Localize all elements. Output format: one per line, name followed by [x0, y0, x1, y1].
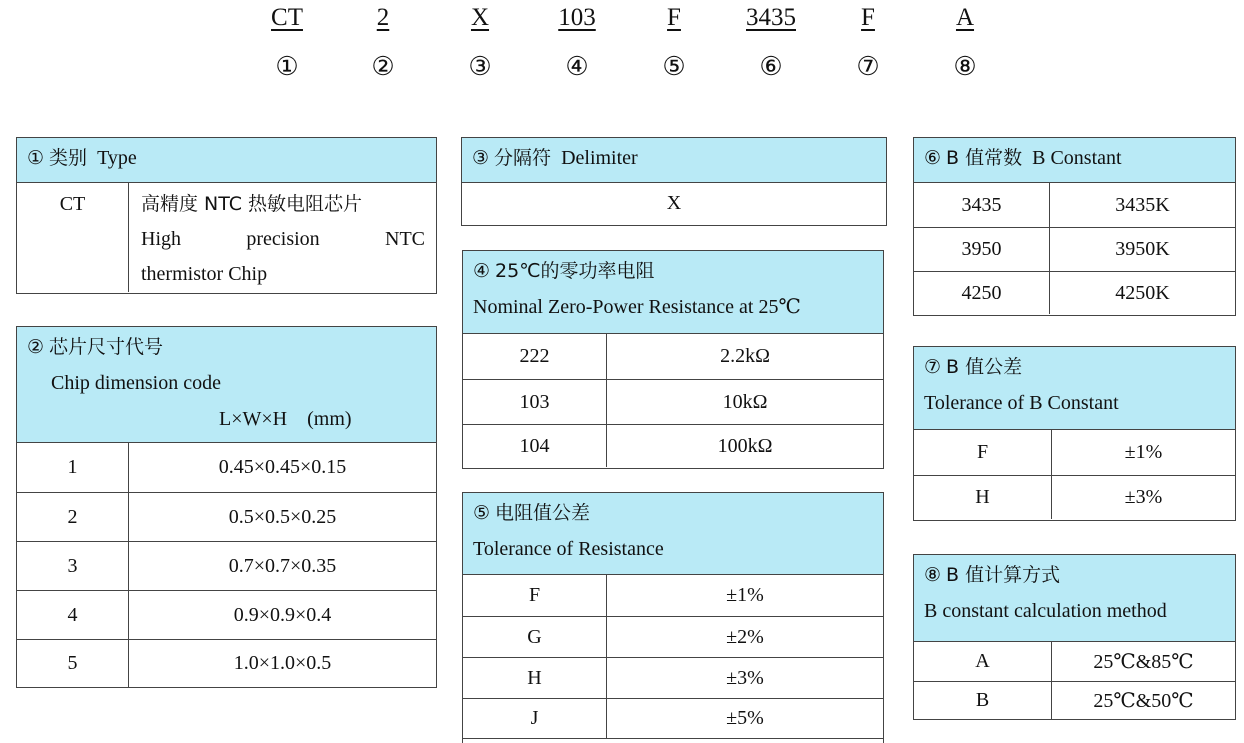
section-title-en: Delimiter: [561, 147, 638, 169]
type-code: CT: [17, 183, 129, 292]
section-index: ⑧: [924, 564, 942, 586]
row-code: 3950: [914, 228, 1050, 271]
table-header: [914, 138, 1235, 183]
row-value: 1.0×1.0×0.5: [233, 652, 332, 674]
table-header: [914, 555, 1235, 642]
b-method-table: [913, 554, 1236, 720]
segment-code: A: [955, 4, 975, 31]
section-title-cn: 分隔符: [494, 147, 552, 169]
table-row: [914, 271, 1235, 314]
row-value: ±3%: [726, 666, 764, 689]
table-header: [17, 138, 436, 183]
section-title-cn: B 值计算方式: [946, 564, 1061, 586]
segment-index: ⑥: [759, 52, 783, 82]
row-code: 1: [17, 443, 129, 492]
segment-index: ①: [275, 52, 299, 82]
row-code: F: [914, 430, 1052, 475]
segment-code: 2: [376, 4, 390, 31]
section-title-en: Type: [97, 147, 137, 169]
table-header: [914, 347, 1235, 430]
section-title-en: Tolerance of B Constant: [924, 392, 1119, 414]
description-cn: 高精度 NTC 热敏电阻芯片: [141, 193, 363, 215]
table-row: [914, 430, 1235, 475]
section-index: ②: [27, 336, 45, 358]
row-value: 3950K: [1115, 238, 1170, 260]
row-code: 103: [463, 380, 607, 424]
row-value: 2.2kΩ: [720, 345, 770, 367]
row-value: 0.7×0.7×0.35: [228, 554, 337, 577]
row-value: 10kΩ: [722, 390, 768, 413]
row-value: ±2%: [726, 625, 764, 648]
row-code: 5: [17, 640, 129, 687]
word: precision: [246, 228, 320, 250]
section-title-en: Tolerance of Resistance: [473, 538, 664, 560]
section-title-en: Nominal Zero-Power Resistance at 25℃: [473, 296, 801, 318]
word: NTC: [385, 228, 425, 250]
row-value: ±1%: [1124, 441, 1163, 463]
section-title-en: B constant calculation method: [924, 600, 1167, 622]
row-value: ±1%: [726, 584, 764, 606]
resistance-tolerance-table: [462, 492, 884, 743]
row-code: 3435: [914, 183, 1050, 227]
table-header: [463, 251, 883, 334]
section-index: ⑦: [924, 356, 942, 378]
segment-index: ③: [468, 52, 492, 82]
type-table: [16, 137, 437, 294]
segment-index: ⑧: [953, 52, 977, 82]
section-title-en: B Constant: [1032, 147, 1122, 169]
row-code: 4250: [914, 272, 1050, 314]
table-row: [463, 698, 883, 739]
table-row: [17, 590, 436, 639]
table-row: [914, 227, 1235, 271]
row-value: 100kΩ: [717, 434, 773, 457]
delimiter-table: [461, 137, 887, 226]
row-code: 104: [463, 425, 607, 467]
row-value: ±5%: [726, 707, 764, 729]
type-description: [129, 183, 436, 292]
row-value: 3435K: [1115, 193, 1170, 216]
section-title-cn: 类别: [49, 147, 88, 169]
segment-index: ⑦: [856, 52, 880, 82]
table-row: [914, 475, 1235, 519]
b-tolerance-table: [913, 346, 1236, 521]
table-row: [17, 639, 436, 687]
section-index: ④: [473, 260, 491, 282]
b-constant-table: [913, 137, 1236, 316]
unit-label: L×W×H (mm): [219, 408, 352, 430]
table-row: [463, 657, 883, 698]
table-row: [914, 642, 1235, 681]
segment-code: X: [470, 4, 490, 31]
row-code: B: [914, 682, 1052, 719]
table-row: [463, 616, 883, 657]
table-row: [463, 334, 883, 379]
table-header: [463, 493, 883, 575]
word: High: [141, 228, 181, 250]
table-row: [462, 183, 886, 224]
table-header: [462, 138, 886, 183]
table-row: [914, 681, 1235, 719]
row-value: 0.5×0.5×0.25: [228, 505, 337, 528]
row-code: 3: [17, 542, 129, 590]
table-row: [17, 492, 436, 541]
section-title-cn: B 值常数: [946, 147, 1023, 169]
section-index: ①: [27, 147, 45, 169]
row-code: F: [463, 575, 607, 616]
resistance-table: [462, 250, 884, 469]
row-code: G: [463, 617, 607, 657]
section-title-en: Chip dimension code: [51, 372, 221, 394]
row-code: 4: [17, 591, 129, 639]
table-row: [463, 575, 883, 616]
part-number-breakdown: [0, 0, 1244, 100]
section-title-cn: 电阻值公差: [495, 502, 591, 524]
row-value: 4250K: [1115, 281, 1170, 304]
table-row: [17, 541, 436, 590]
row-value: 25℃&50℃: [1093, 690, 1194, 712]
description-en-line2: thermistor Chip: [141, 263, 268, 285]
table-row: [17, 183, 436, 292]
segment-index: ⑤: [662, 52, 686, 82]
delimiter-value: X: [666, 192, 682, 214]
segment-code: F: [667, 4, 681, 31]
table-row: [914, 183, 1235, 227]
table-row: [463, 424, 883, 467]
row-code: J: [463, 699, 607, 738]
row-code: H: [463, 658, 607, 698]
section-index: ⑤: [473, 502, 491, 524]
segment-code: CT: [271, 4, 303, 31]
row-value: 25℃&85℃: [1093, 651, 1194, 673]
segment-index: ②: [371, 52, 395, 82]
table-row: [17, 443, 436, 492]
row-value: 0.45×0.45×0.15: [218, 456, 347, 478]
section-title-cn: 25℃的零功率电阻: [495, 260, 655, 282]
segment-code: 103: [558, 4, 596, 31]
row-code: 222: [463, 334, 607, 379]
table-row: [463, 379, 883, 424]
section-title-cn: B 值公差: [946, 356, 1023, 378]
table-header: [17, 327, 436, 443]
segment-index: ④: [565, 52, 589, 82]
section-index: ③: [472, 147, 490, 169]
dimension-table: [16, 326, 437, 688]
segment-code: F: [861, 4, 875, 31]
section-title-cn: 芯片尺寸代号: [49, 336, 164, 358]
row-code: A: [914, 642, 1052, 681]
section-index: ⑥: [924, 147, 942, 169]
segment-code: 3435: [746, 4, 796, 31]
row-code: H: [914, 476, 1052, 519]
row-value: 0.9×0.9×0.4: [233, 603, 332, 626]
row-code: 2: [17, 493, 129, 541]
description-en-line1: [141, 222, 425, 257]
row-value: ±3%: [1124, 486, 1163, 508]
